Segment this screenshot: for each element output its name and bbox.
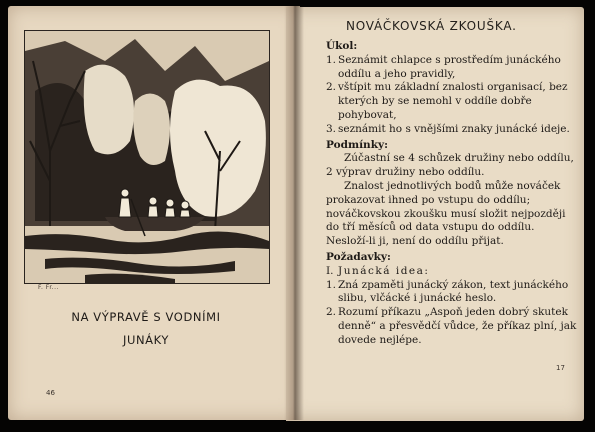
list-item: 3. seznámit ho s vnějšími znaky junácké ideje. <box>326 122 570 135</box>
open-book <box>4 6 587 424</box>
list-item: 2. vštípit mu základní znalosti organisací, bez kterých by se nemohl v oddíle dobře pohybovat, <box>326 81 568 121</box>
podminky-paragraph: Zúčastní se 4 schůzek družiny nebo oddílu, 2 výprav družiny nebo oddílu. <box>326 152 574 179</box>
illustration-caption-line1: NA VÝPRAVĚ S VODNÍMI <box>71 310 221 324</box>
illustration-boat-scene <box>24 30 270 284</box>
illustration-caption-line2: JUNÁKY <box>122 333 170 347</box>
left-page-number: 46 <box>46 389 55 397</box>
illustrator-signature: F. Fr... <box>38 284 59 291</box>
podminky-paragraph: Znalost jednotlivých bodů může nováček prokazovat ihned po vstupu do oddílu; nováčkovskou zkoušku musí složit nejpozději do tří měsíců od data vstupu do oddílu. Nesloží-li ji, není do oddílu přijat. <box>326 179 566 248</box>
left-page <box>8 6 300 420</box>
list-item: 1. Seznámit chlapce s prostředím junáckého oddílu a jeho pravidly, <box>326 53 561 80</box>
book-spine <box>284 6 304 420</box>
pozadavky-heading: Požadavky: <box>326 250 391 263</box>
pozadavky-subsection: I. Junácká idea: <box>326 264 430 277</box>
podminky-heading: Podmínky: <box>326 138 388 151</box>
right-page-number: 17 <box>556 364 565 372</box>
list-item: 1. Zná zpaměti junácký zákon, text junáckého slibu, vlčácké i junácké heslo. <box>326 278 569 305</box>
right-page <box>286 7 584 421</box>
section-title: NOVÁČKOVSKÁ ZKOUŠKA. <box>346 19 517 33</box>
ukol-heading: Úkol: <box>326 40 358 52</box>
boat-scene-drawing <box>25 31 269 283</box>
list-item: 2. Rozumí příkazu „Aspoň jeden dobrý skutek denně“ a přesvědčí vůdce, že příkaz plní, jak dovede nejlépe. <box>326 306 577 346</box>
right-page-body <box>326 40 578 348</box>
